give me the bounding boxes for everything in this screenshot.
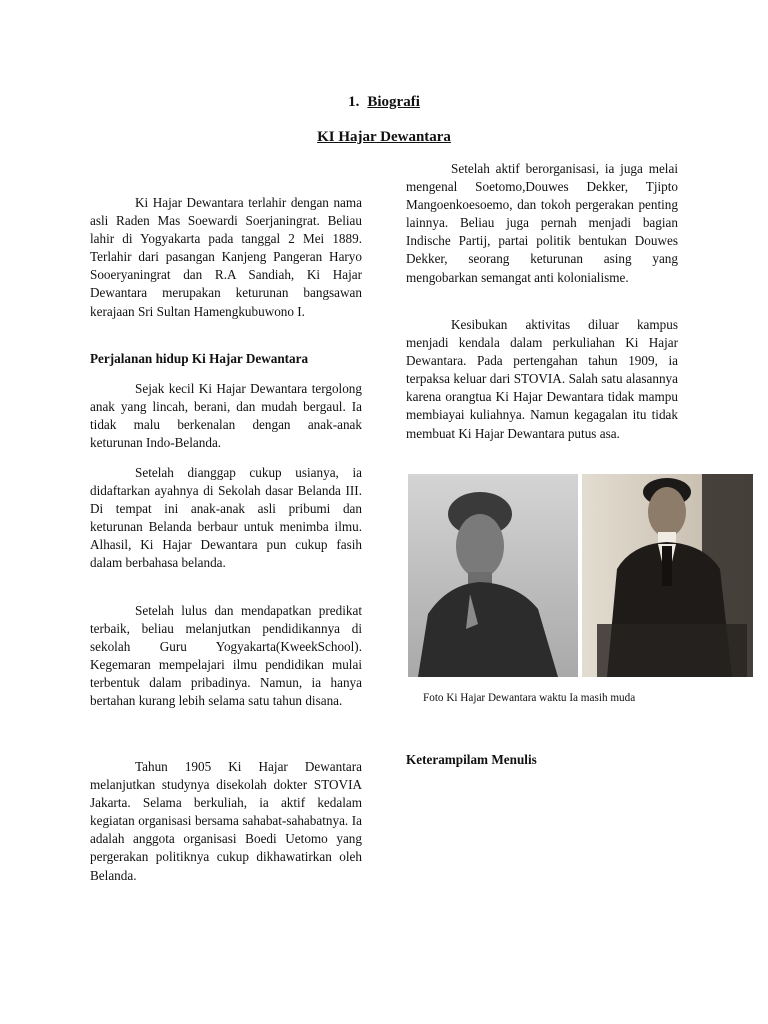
left-column bbox=[90, 0, 362, 1024]
paragraph-childhood: Sejak kecil Ki Hajar Dewantara tergolong anak yang lincah, berani, dan mudah bergaul. Ia tidak malu berkenalan dengan anak-anak keturunan Indo-Belanda. bbox=[90, 381, 362, 451]
paragraph-leaving-stovia: Kesibukan aktivitas diluar kampus menjadi kendala dalam perkuliahan Ki Hajar Dewantara. Pada pertengahan tahun 1909, ia terpaksa keluar dari STOVIA. Salah satu alasannya karena orangtua Ki Hajar Dewantara tidak mampu membiayai kuliahnya. Namun kegagalan itu tidak membuat Ki Hajar Dewantara putus asa. bbox=[406, 317, 678, 441]
section-number: 1. bbox=[348, 94, 360, 110]
paragraph-school: Setelah dianggap cukup usianya, ia didaftarkan ayahnya di Sekolah dasar Belanda III. Di tempat ini anak-anak asli pribumi dan keturunan Belanda berbaur untuk menimba ilmu. Alhasil, Ki Hajar Dewantara pun cukup fasih dalam berbahasa belanda. bbox=[90, 465, 362, 571]
paragraph-organization: Setelah aktif berorganisasi, ia juga melai mengenal Soetomo,Douwes Dekker, Tjipto Mangoenkoesoemo, dan tokoh pergerakan penting lainnya. Beliau juga pernah menjadi bagian Indische Partij, partai politik bentukan Douwes Dekker, seorang keturunan asing yang mengobarkan semangat anti kolonialisme. bbox=[406, 161, 678, 285]
photo-group bbox=[408, 474, 753, 677]
paragraph-stovia: Tahun 1905 Ki Hajar Dewantara melanjutkan studynya disekolah dokter STOVIA Jakarta. Selama berkuliah, ia aktif kedalam kegiatan organisasi bersama sahabat-sahabatnya. Ia adalah anggota organisasi Boedi Uetomo yang pergerakan politiknya cukup dikhawatirkan oleh Belanda. bbox=[90, 759, 362, 883]
section-title: Biografi bbox=[367, 94, 420, 110]
page-title: KI Hajar Dewantara bbox=[317, 129, 451, 145]
paragraph-kweekschool: Setelah lulus dan mendapatkan predikat terbaik, beliau melanjutkan pendidikannya di sekolah Guru Yogyakarta(KweekSchool). Kegemaran mempelajari ilmu pendidikan mulai terbentuk dalam pribadinya. Namun, ia hanya bertahan kurang lebih selama satu tahun disana. bbox=[90, 603, 362, 709]
photo-caption: Foto Ki Hajar Dewantara waktu Ia masih muda bbox=[423, 692, 636, 704]
paragraph-birth: Ki Hajar Dewantara terlahir dengan nama asli Raden Mas Soewardi Soerjaningrat. Beliau lahir di Yogyakarta pada tanggal 2 Mei 1889. Terlahir dari pasangan Kanjeng Pangeran Haryo Sooeryaningrat dan R.A Sandiah, Ki Hajar Dewantara merupakan keturunan bangsawan kerajaan Sri Sultan Hamengkubuwono I. bbox=[90, 195, 362, 319]
subheading-life-journey: Perjalanan hidup Ki Hajar Dewantara bbox=[90, 351, 309, 366]
subheading-writing-skill: Keterampilam Menulis bbox=[406, 752, 537, 767]
portrait-photo-right bbox=[582, 474, 753, 677]
portrait-photo-left bbox=[408, 474, 578, 677]
